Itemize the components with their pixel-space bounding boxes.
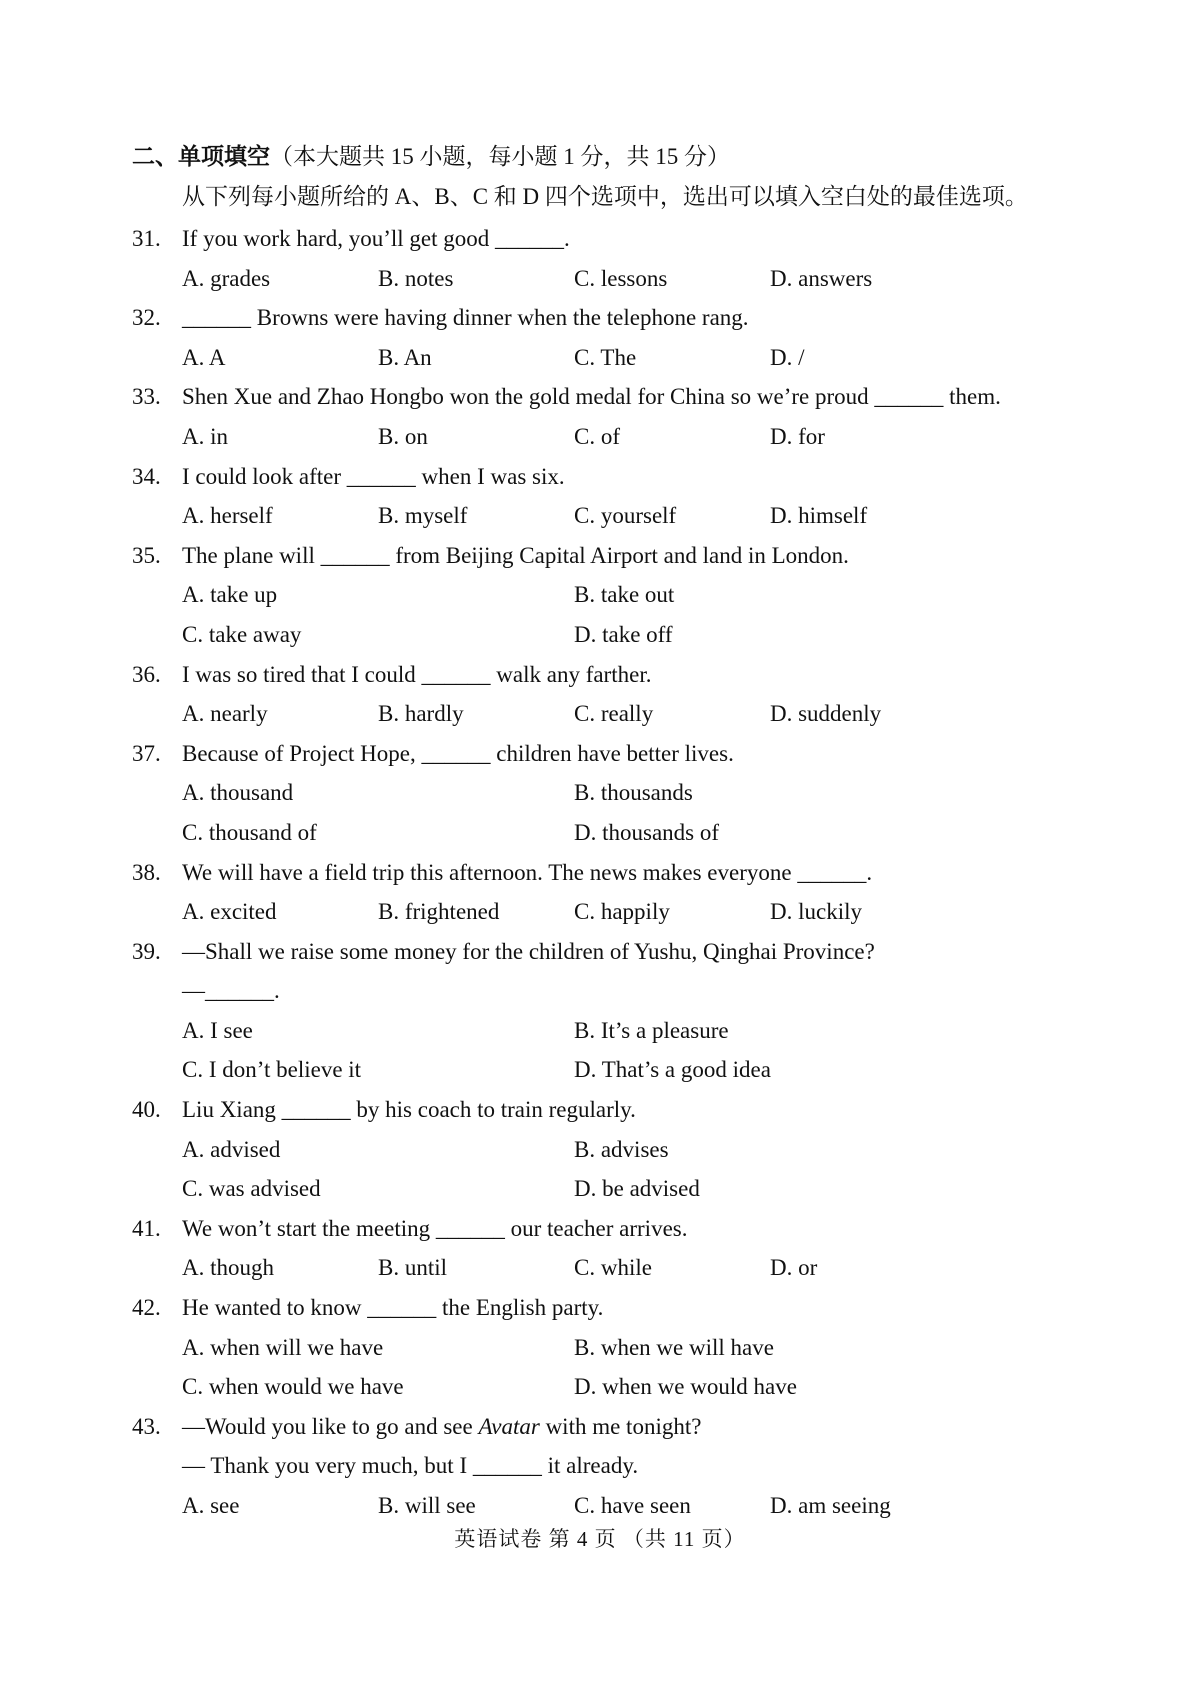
question-stem-row <box>132 536 1152 576</box>
section-instruction: 从下列每小题所给的 A、B、C 和 D 四个选项中，选出可以填入空白处的最佳选项。 <box>182 184 1028 209</box>
question-stem-row <box>132 734 1152 774</box>
question-number: 36. <box>132 661 161 687</box>
answer-option: D. take off <box>574 621 673 647</box>
question-number: 42. <box>132 1295 161 1321</box>
answer-option: C. was advised <box>182 1176 321 1202</box>
answer-option: D. himself <box>770 503 868 529</box>
question-number: 35. <box>132 542 161 568</box>
answer-option: D. be advised <box>574 1176 700 1202</box>
options-row <box>132 1011 1152 1051</box>
answer-option: A. excited <box>182 899 277 925</box>
question-stem-row <box>132 655 1152 695</box>
question-number: 41. <box>132 1215 161 1241</box>
answer-option: B. An <box>378 344 432 370</box>
question-stem-row <box>132 971 1152 1011</box>
answer-option: C. happily <box>574 899 670 925</box>
answer-option: C. take away <box>182 621 302 647</box>
italic-title: Avatar <box>478 1413 540 1439</box>
section-title <box>132 139 730 175</box>
question-text: He wanted to know ______ the English party. <box>182 1295 604 1321</box>
question-number: 34. <box>132 463 161 489</box>
question-number: 31. <box>132 226 161 251</box>
answer-option: D. thousands of <box>574 819 720 845</box>
answer-option: A. though <box>182 1255 274 1281</box>
answer-option: D. am seeing <box>770 1493 891 1518</box>
question-number: 37. <box>132 740 161 766</box>
answer-option: C. when would we have <box>182 1374 404 1400</box>
question-stem-row <box>132 853 1152 893</box>
answer-option: A. grades <box>182 265 271 291</box>
question-text: ______ Browns were having dinner when the telephone rang. <box>182 305 749 331</box>
options-row <box>132 496 1152 536</box>
answer-option: A. A <box>182 344 226 370</box>
question-text: Liu Xiang ______ by his coach to train regularly. <box>182 1097 636 1123</box>
answer-option: A. nearly <box>182 701 268 727</box>
question-text: We will have a field trip this afternoon. The news makes everyone ______. <box>182 859 873 885</box>
options-row <box>132 813 1152 853</box>
question-item <box>132 1407 1152 1526</box>
question-item <box>132 853 1152 932</box>
question-stem-row <box>132 932 1152 972</box>
options-row <box>132 575 1152 615</box>
answer-option: C. while <box>574 1255 652 1281</box>
answer-option: C. thousand of <box>182 819 317 845</box>
answer-option: D. answers <box>770 265 873 291</box>
page-footer: 英语试卷 第 4 页 （共 11 页） <box>454 1527 746 1551</box>
answer-option: B. on <box>378 423 428 449</box>
answer-option: B. hardly <box>378 701 464 727</box>
answer-option: B. will see <box>378 1493 476 1518</box>
options-row <box>132 1050 1152 1090</box>
question-stem-row <box>132 1209 1152 1249</box>
options-row <box>132 338 1152 378</box>
options-row <box>132 694 1152 734</box>
question-item <box>132 1090 1152 1209</box>
question-text: If you work hard, you’ll get good ______. <box>182 226 570 251</box>
options-row <box>132 417 1152 457</box>
question-text: We won’t start the meeting ______ our teacher arrives. <box>182 1215 688 1241</box>
question-text: I could look after ______ when I was six. <box>182 463 565 489</box>
answer-option: C. have seen <box>574 1493 691 1518</box>
question-item <box>132 932 1152 1090</box>
question-item <box>132 655 1152 734</box>
answer-option: D. That’s a good idea <box>574 1057 771 1083</box>
answer-option: C. I don’t believe it <box>182 1057 362 1083</box>
question-stem-row <box>132 377 1152 417</box>
answer-option: B. advises <box>574 1136 669 1162</box>
question-item <box>132 298 1152 377</box>
options-row <box>132 1169 1152 1209</box>
question-text: Because of Project Hope, ______ children have better lives. <box>182 740 734 766</box>
answer-option: D. or <box>770 1255 818 1281</box>
answer-option: B. myself <box>378 503 468 529</box>
question-number: 38. <box>132 859 161 885</box>
question-stem-row <box>132 1446 1152 1486</box>
answer-option: A. see <box>182 1493 240 1518</box>
options-row <box>132 1486 1152 1526</box>
question-text: —______. <box>182 978 280 1004</box>
answer-option: C. of <box>574 423 620 449</box>
answer-option: C. really <box>574 701 654 727</box>
question-item <box>132 734 1152 853</box>
answer-option: D. luckily <box>770 899 862 925</box>
answer-option: A. take up <box>182 582 278 608</box>
question-list <box>132 219 1152 1526</box>
options-row <box>132 615 1152 655</box>
question-item <box>132 1209 1152 1288</box>
question-stem-row <box>132 1090 1152 1130</box>
question-text: I was so tired that I could ______ walk any farther. <box>182 661 652 687</box>
answer-option: A. advised <box>182 1136 281 1162</box>
question-item <box>132 457 1152 536</box>
answer-option: D. when we would have <box>574 1374 797 1400</box>
options-row <box>132 892 1152 932</box>
question-number: 43. <box>132 1413 161 1439</box>
question-item <box>132 219 1152 298</box>
answer-option: A. herself <box>182 503 273 529</box>
options-row <box>132 1248 1152 1288</box>
answer-option: D. for <box>770 423 825 449</box>
options-row <box>132 1130 1152 1170</box>
answer-option: B. It’s a pleasure <box>574 1017 729 1043</box>
question-number: 33. <box>132 384 161 410</box>
answer-option: B. frightened <box>378 899 500 925</box>
question-stem-row <box>132 1288 1152 1328</box>
answer-option: D. suddenly <box>770 701 882 727</box>
answer-option: C. lessons <box>574 265 668 291</box>
answer-option: D. / <box>770 344 805 370</box>
answer-option: A. when will we have <box>182 1334 384 1360</box>
question-stem-row <box>132 219 1152 259</box>
answer-option: B. until <box>378 1255 448 1281</box>
answer-option: C. The <box>574 344 637 370</box>
section-title-heading: 二、单项填空 <box>132 144 270 169</box>
options-row <box>132 1328 1152 1368</box>
question-stem-row <box>132 1407 1152 1447</box>
question-number: 39. <box>132 938 161 964</box>
answer-option: A. in <box>182 423 228 449</box>
question-item <box>132 377 1152 456</box>
section-title-scoring: （本大题共 15 小题，每小题 1 分，共 15 分） <box>270 144 730 169</box>
question-number: 32. <box>132 305 161 331</box>
question-text: —Shall we raise some money for the children of Yushu, Qinghai Province? <box>182 938 875 964</box>
options-row <box>132 773 1152 813</box>
question-text: Shen Xue and Zhao Hongbo won the gold medal for China so we’re proud ______ them. <box>182 384 1001 410</box>
question-item <box>132 1288 1152 1407</box>
options-row <box>132 259 1152 299</box>
question-text: The plane will ______ from Beijing Capital Airport and land in London. <box>182 542 849 568</box>
question-item <box>132 536 1152 655</box>
answer-option: C. yourself <box>574 503 677 529</box>
question-stem-row <box>132 298 1152 338</box>
answer-option: A. thousand <box>182 780 294 806</box>
answer-option: A. I see <box>182 1017 253 1043</box>
answer-option: B. thousands <box>574 780 693 806</box>
question-number: 40. <box>132 1097 161 1123</box>
question-text: —Would you like to go and see Avatar with me tonight? <box>182 1413 702 1439</box>
question-text: — Thank you very much, but I ______ it already. <box>182 1453 639 1479</box>
question-stem-row <box>132 457 1152 497</box>
options-row <box>132 1367 1152 1407</box>
answer-option: B. notes <box>378 265 454 291</box>
answer-option: B. take out <box>574 582 675 608</box>
answer-option: B. when we will have <box>574 1334 774 1360</box>
